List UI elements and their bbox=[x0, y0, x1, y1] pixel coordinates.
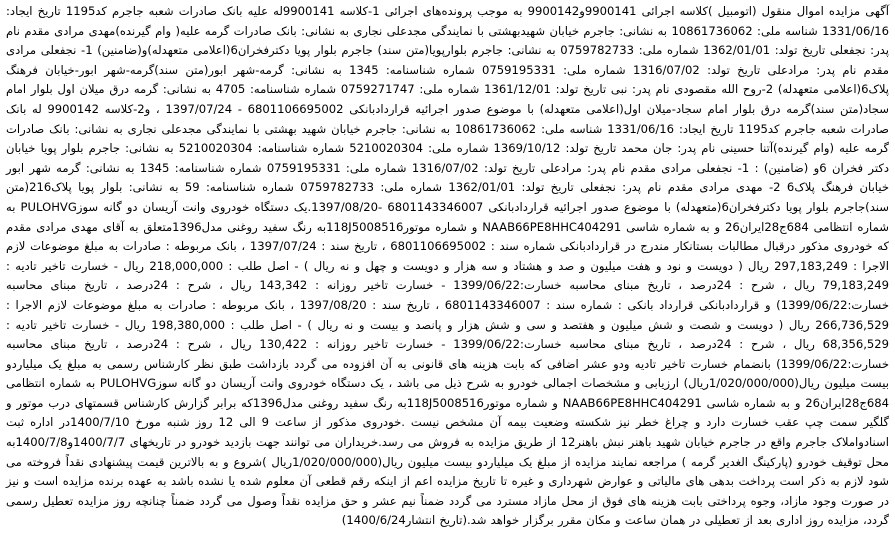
auction-notice-text: آگهی مزایده اموال منقول (اتومبیل )کلاسه اجرائی 9900141و9900142 به موجب پرونده‌های اجرائی 1-کلاسه 9900141له علیه بانک صادرات شعبه جاجرم کد1195 تاریخ ایجاد: 1331/06/16 شناسه ملی: 10861736062 به نشانی: جاجرم خیابان شهیدبهشتی با نمایندگی مجدعلی نجاری به نشانی: بانک صادرات گرمه علیه( وام گیرنده)مهدی مرادی مقدم نام پدر: نجفعلی تاریخ تولد: 1362/01/01 شماره ملی: 0759782733 به نشانی: جاجرم بلوارپویا(متن سند) جاجرم بلوار پویا دکترفخران6(اعلامی متعهدله)و(ضامنین) 1- نجفعلی مرادی مقدم نام پدر: مرادعلی تاریخ تولد: 1316/07/02 شماره ملی: 0759195331 شماره شناسنامه: 1345 به نشانی: گرمه-شهر ابور(متن سند)گرمه-شهر ابور-خیابان فرهنگ پلاک6(اعلامی متعهدله) 2-روح الله مقصودی نام پدر: نبی تاریخ تولد: 1361/12/01 شماره ملی: 0759271747 شماره شناسنامه: 4705 به نشانی: گرمه درق میلان اول بلوار امام سجاد(متن سند)گرمه درق بلوار امام سجاد-میلان اول(اعلامی متعهدله) با موضوع صدور اجرائیه قراردادبانکی 6801106695002 - 1397/07/24 ، و2-کلاسه 9900142 له بانک صادرات شعبه جاجرم کد1195 تاریخ ایجاد: 1331/06/16 شناسه ملی: 10861736062 به نشانی: جاجرم خیابان شهید بهشتی با نمایندگی مجدعلی نجاری به نشانی: بانک صادرات گرمه علیه (وام گیرنده)آتنا حسینی نام پدر: جان محمد تاریخ تولد: 1369/10/12 شماره ملی: 5210020304 شماره شناسنامه: 5210020304 به نشانی: جاجرم بلوار پویا خیابان دکتر فخران 6و (ضامنین) : 1- نجفعلی مرادی مقدم نام پدر: مرادعلی تاریخ تولد: 1316/07/02 شماره ملی: 0759195331 شماره شناسنامه: 1345 به نشانی: گرمه شهر ابور خیابان فرهنگ پلاک6 2- مهدی مرادی مقدم نام پدر: نجفعلی تاریخ تولد: 1362/01/01 شماره ملی: 0759782733 شماره شناسنامه: 59 به نشانی: بلوار پویا پلاک216(متن سند)جاجرم بلوار پویا دکترفخران6(متعهدله) با موضوع صدور اجرائیه قراردادبانکی 6801143346007 -1397/08/20.یک دستگاه خودروی وانت آریسان دو گانه سوزPULOHVG به شماره انتظامی 684ج28ایران26 و به شماره شاسی NAAB66PE8HHC404291 و شماره موتور118J5008516به رنگ سفید روغنی مدل1396متعلق به آقای مهدی مرادی مقدم که خودروی مذکور درقبال مطالبات بستانکار مندرج در قراردادبانکی شماره سند : 6801106695002 ، تاریخ سند : 1397/07/24 ، بانک مربوطه : صادرات به مبلغ موضوعات لازم الاجرا : 297,183,249 ریال ( دویست و نود و هفت میلیون و صد و هشتاد و سه هزار و دویست و چهل و نه ریال ) - اصل طلب : 218,000,000 ریال - خسارت تاخیر تادیه : 79,183,249 ریال ، شرح : 24درصد ، تاریخ مبنای محاسبه خسارت:1399/06/22 - خسارت تاخیر روزانه : 143,342 ریال ، شرح : 24درصد ، تاریخ مبنای محاسبه خسارت:1399/06/22) و قراردادبانکی قرارداد بانکی : شماره سند : 6801143346007 ، تاریخ سند : 1397/08/20 ، بانک مربوطه : صادرات به مبلغ موضوعات لازم الاجرا : 266,736,529 ریال ( دویست و شصت و شش میلیون و هفتصد و سی و شش هزار و پانصد و بیست و نه ریال ) - اصل طلب : 198,380,000 ریال - خسارت تاخیر تادیه : 68,356,529 ریال ، شرح : 24درصد ، تاریخ مبنای محاسبه خسارت:1399/06/22 - خسارت تاخیر روزانه : 130,422 ریال ، شرح : 24درصد ، تاریخ مبنای محاسبه خسارت:1399/06/22) بانضمام خسارت تاخیر تادیه ودو عشر اضافی که بابت هزینه های قانونی به آن افزوده می گردد بازداشت طبق نظر کارشناس رسمی به مبلغ یک میلیاردو بیست میلیون ریال(1/020/000/000ریال) ارزیابی و مشخصات اجمالی خودرو به شرح ذیل می باشد ، یک دستگاه خودروی وانت آریسان دو گانه سوزPULOHVG به شماره انتظامی 684ج28ایران26 و به شماره شاسی NAAB66PE8HHC404291 و شماره موتور118J5008516به رنگ سفید روغنی مدل1396که برابر گزارش کارشناس قسمتهای درب موتور و گلگیر سمت چپ عقب خسارت دارد و چراغ خطر نیز شکسته وضعیت بیمه آن مشخص نیست .خودروی مذکور از ساعت 9 الی 12 روز شنبه مورخ 1400/7/10در اداره ثبت اسنادواملاک جاجرم واقع در جاجرم خیابان شهید باهنر نبش باهنر12 از طریق مزایده به فروش می رسد.خریداران می توانند جهت بازدید خودرو در تاریخهای 1400/7/7و1400/7/8به محل توقیف خودرو (پارکینگ الغدیر گرمه ) مراجعه نمایند مزایده از مبلغ یک میلیاردو بیست میلیون ریال(1/020/000/000ریال )شروع و به بالاترین قیمت پیشنهادی نقداً فروخته می شود لازم به ذکر است پرداخت بدهی های مالیاتی و عوارض شهرداری و غیره تا تاریخ مزایده اعم از اینکه رقم قطعی آن معلوم شده یا نشده باشد به عهده برنده مزایده است و نیز در صورت وجود مازاد، وجوه پرداختی بابت هزینه های فوق از محل مازاد مسترد می گردد ضمناً نیم عشر و حق مزایده نقداً وصول می گردد ضمناً چنانچه روز مزایده تعطیل رسمی گردد، مزایده روز اداری بعد از تعطیلی در همان ساعت و مکان مقرر برگزار خواهد شد.(تاریخ انتشار1400/6/24) bbox=[6, 4, 890, 528]
